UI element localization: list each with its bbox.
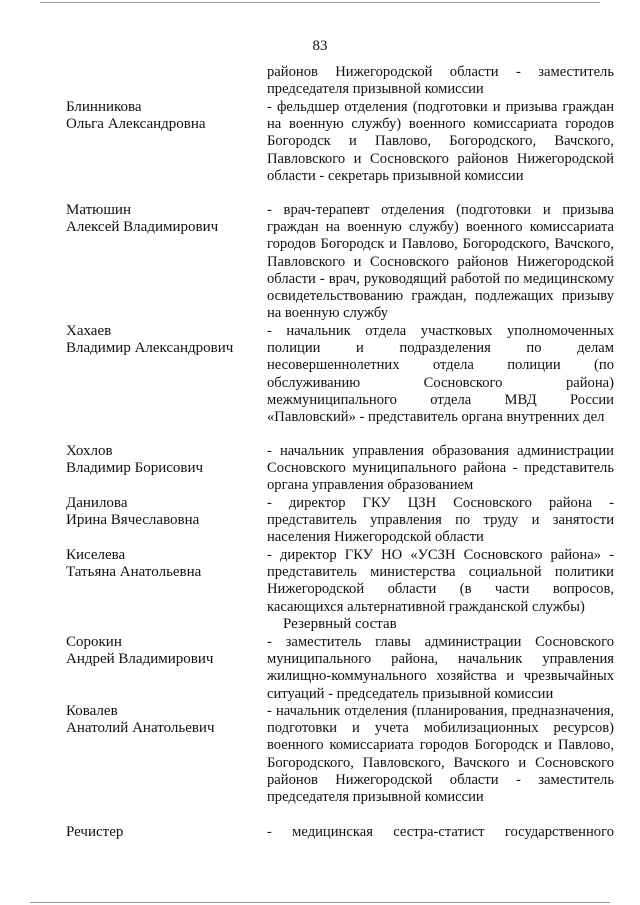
member-role: - директор ГКУ НО «УСЗН Сосновского района» - представитель министерства социальной политики Нижегородской области (в части вопросов, касающихся альтернативной гражданской службы): [267, 547, 614, 615]
member-name: [66, 202, 256, 236]
member-name: [66, 703, 256, 737]
member-given-names: Ольга Александровна: [66, 116, 206, 133]
member-role: - врач-терапевт отделения (подготовки и призыва граждан на военную службу) военного комиссариата городов Богородск и Павлово, Богородского, Вачского, Павловского и Сосновского районов Нижегородской области - врач, руководящий работой по медицинскому освидетельствованию граждан, подлежащих призыву на военную службу: [267, 202, 614, 322]
member-surname: Блинникова: [66, 99, 142, 115]
member-surname: Сорокин: [66, 634, 122, 650]
member-role: - медицинская сестра-статист государственного: [267, 824, 614, 840]
member-given-names: Татьяна Анатольевна: [66, 564, 202, 581]
member-given-names: Владимир Александрович: [66, 340, 234, 357]
member-name: [66, 495, 256, 529]
member-surname: Речистер: [66, 824, 124, 840]
member-role: - заместитель главы администрации Сосновского муниципального района, начальник управления жилищно-коммунального хозяйства и чрезвычайных ситуаций - председатель призывной комиссии: [267, 634, 614, 702]
intro-role-text: районов Нижегородской области - заместитель председателя призывной комиссии: [267, 64, 614, 98]
member-role: - начальник отдела участковых уполномоченных полиции и подразделения по делам несовершеннолетних отдела полиции (по обслуживанию Сосновского района) межмуниципального отдела МВД России «Павловский» - представитель органа внутренних дел: [267, 323, 614, 426]
member-name: [66, 634, 256, 668]
member-surname: Ковалев: [66, 703, 118, 719]
member-surname: Данилова: [66, 495, 128, 511]
member-given-names: Владимир Борисович: [66, 460, 204, 477]
member-role: - фельдшер отделения (подготовки и призыва граждан на военную службу) военного комиссариата городов Богородск и Павлово, Богородского, Вачского, Павловского и Сосновского районов Нижегородской области - секретарь призывной комиссии: [267, 99, 614, 184]
member-given-names: Анатолий Анатольевич: [66, 720, 215, 737]
member-role: - директор ГКУ ЦЗН Сосновского района - представитель управления по труду и занятости населения Нижегородской области: [267, 495, 614, 546]
reserve-section-heading: Резервный состав: [283, 616, 397, 632]
member-name: [66, 547, 256, 581]
member-name: [66, 323, 256, 357]
page-number: 83: [312, 38, 328, 54]
member-given-names: Андрей Владимирович: [66, 651, 214, 668]
member-given-names: Алексей Владимирович: [66, 219, 219, 236]
member-surname: Хахаев: [66, 323, 112, 339]
member-surname: Хохлов: [66, 443, 113, 459]
scan-edge-top: [40, 2, 600, 3]
member-surname: Матюшин: [66, 202, 131, 218]
scan-edge-bottom: [30, 902, 610, 903]
member-role: - начальник управления образования администрации Сосновского муниципального района - представитель органа управления образованием: [267, 443, 614, 494]
member-name: [66, 443, 256, 477]
member-given-names: Ирина Вячеславовна: [66, 512, 200, 529]
member-surname: Киселева: [66, 547, 126, 563]
member-name: [66, 824, 256, 841]
member-role: - начальник отделения (планирования, предназначения, подготовки и учета мобилизационных ресурсов) военного комиссариата городов Богородск и Павлово, Богородского, Павловского, Вачского и Сосновского районов Нижегородской области - заместитель председателя призывной комиссии: [267, 703, 614, 806]
member-name: [66, 99, 256, 133]
